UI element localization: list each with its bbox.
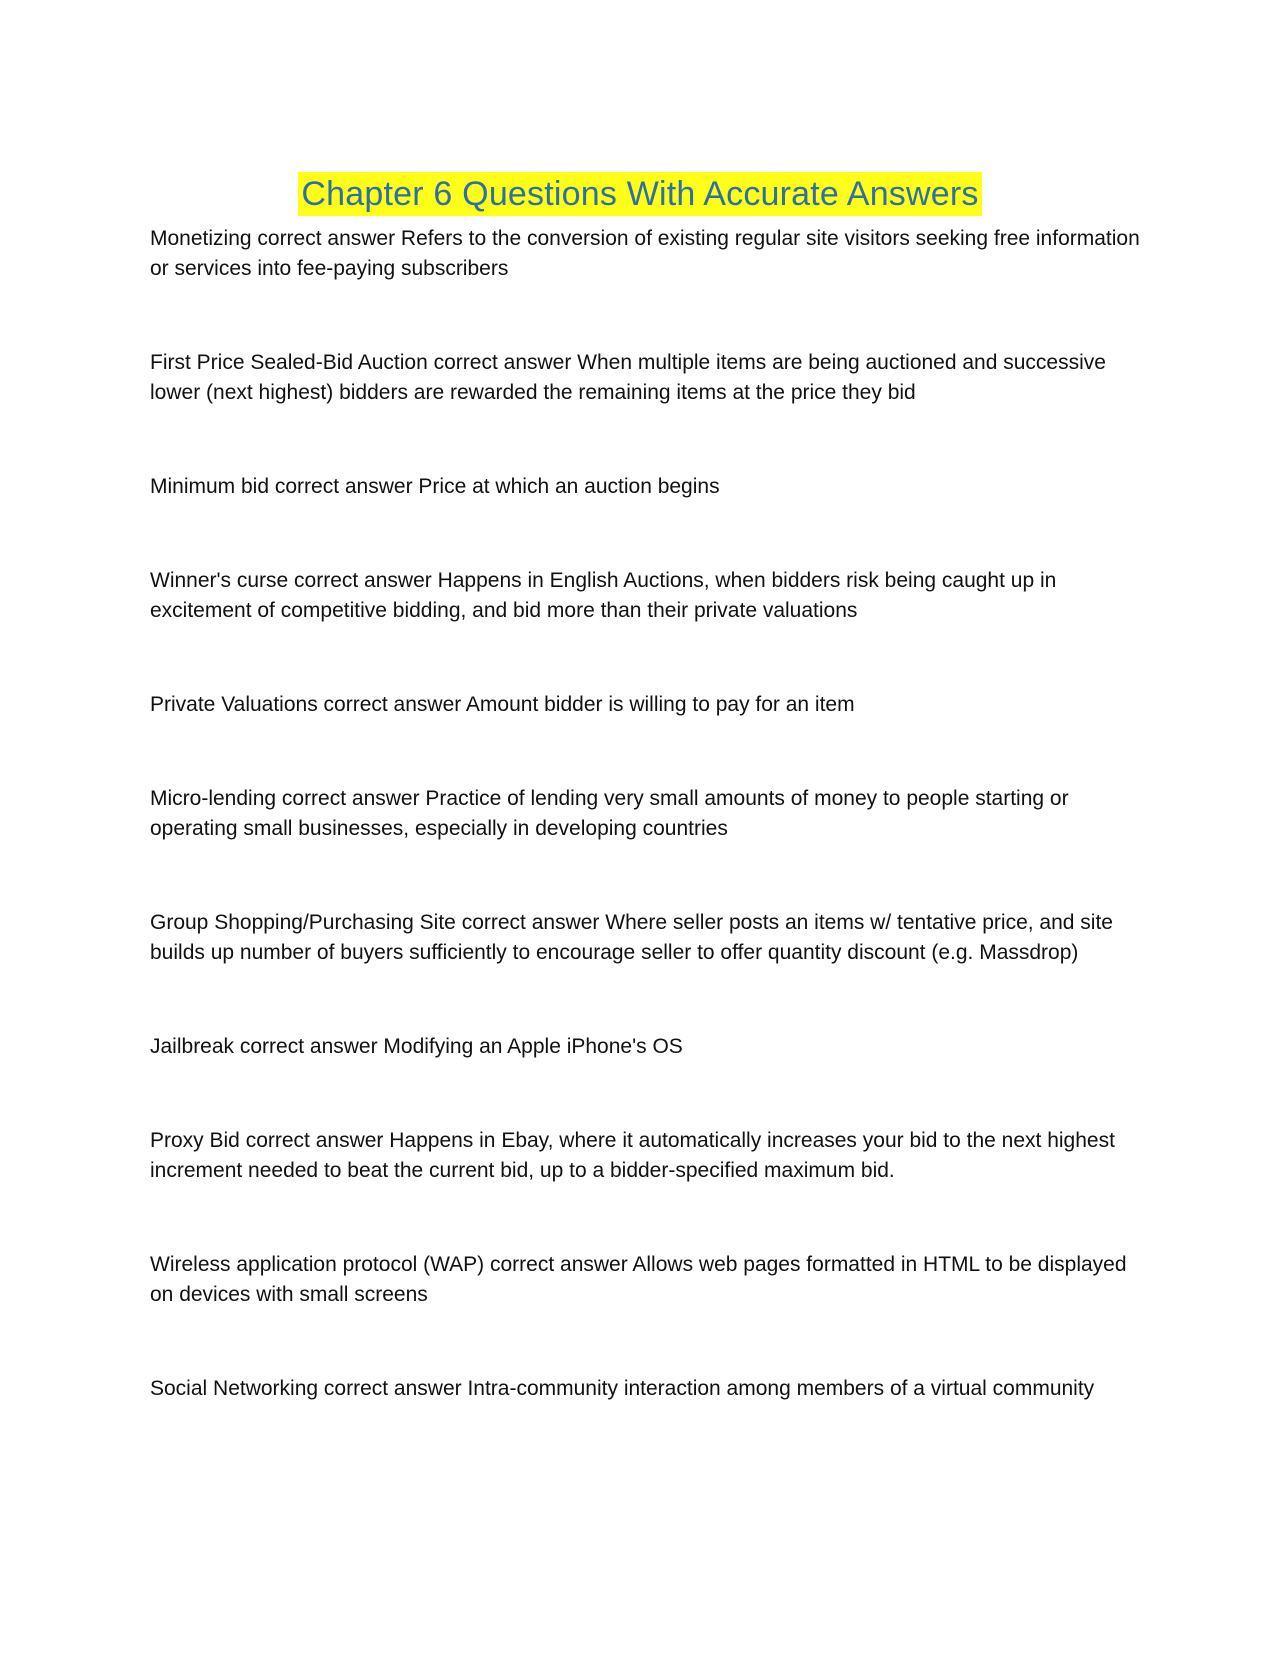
entry-proxy-bid: Proxy Bid correct answer Happens in Ebay, where it automatically increases your bid to the next highest increment needed to beat the current bid, up to a bidder-specified maximum bid. (150, 1129, 1115, 1182)
entry-private-valuations: Private Valuations correct answer Amount bidder is willing to pay for an item (150, 693, 855, 716)
entry-winners-curse: Winner's curse correct answer Happens in English Auctions, when bidders risk being caught up in excitement of competitive bidding, and bid more than their private valuations (150, 569, 1057, 622)
entry-group-shopping: Group Shopping/Purchasing Site correct answer Where seller posts an items w/ tentative price, and site builds up number of buyers sufficiently to encourage seller to offer quantity discount (e.g. Massdrop) (150, 911, 1113, 964)
entry-monetizing: Monetizing correct answer Refers to the conversion of existing regular site visitors seeking free information or services into fee-paying subscribers (150, 227, 1140, 280)
entry-micro-lending: Micro-lending correct answer Practice of lending very small amounts of money to people starting or operating small businesses, especially in developing countries (150, 787, 1069, 840)
title-container (0, 172, 1280, 216)
entry-jailbreak: Jailbreak correct answer Modifying an Apple iPhone's OS (150, 1035, 683, 1058)
entry-list (150, 224, 1140, 1468)
entry-first-price-sealed-bid: First Price Sealed-Bid Auction correct answer When multiple items are being auctioned and successive lower (next highest) bidders are rewarded the remaining items at the price they bid (150, 351, 1106, 404)
entry-wap: Wireless application protocol (WAP) correct answer Allows web pages formatted in HTML to be displayed on devices with small screens (150, 1253, 1127, 1306)
entry-social-networking: Social Networking correct answer Intra-community interaction among members of a virtual community (150, 1377, 1095, 1400)
page-title: Chapter 6 Questions With Accurate Answers (298, 172, 981, 216)
entry-minimum-bid: Minimum bid correct answer Price at which an auction begins (150, 475, 720, 498)
